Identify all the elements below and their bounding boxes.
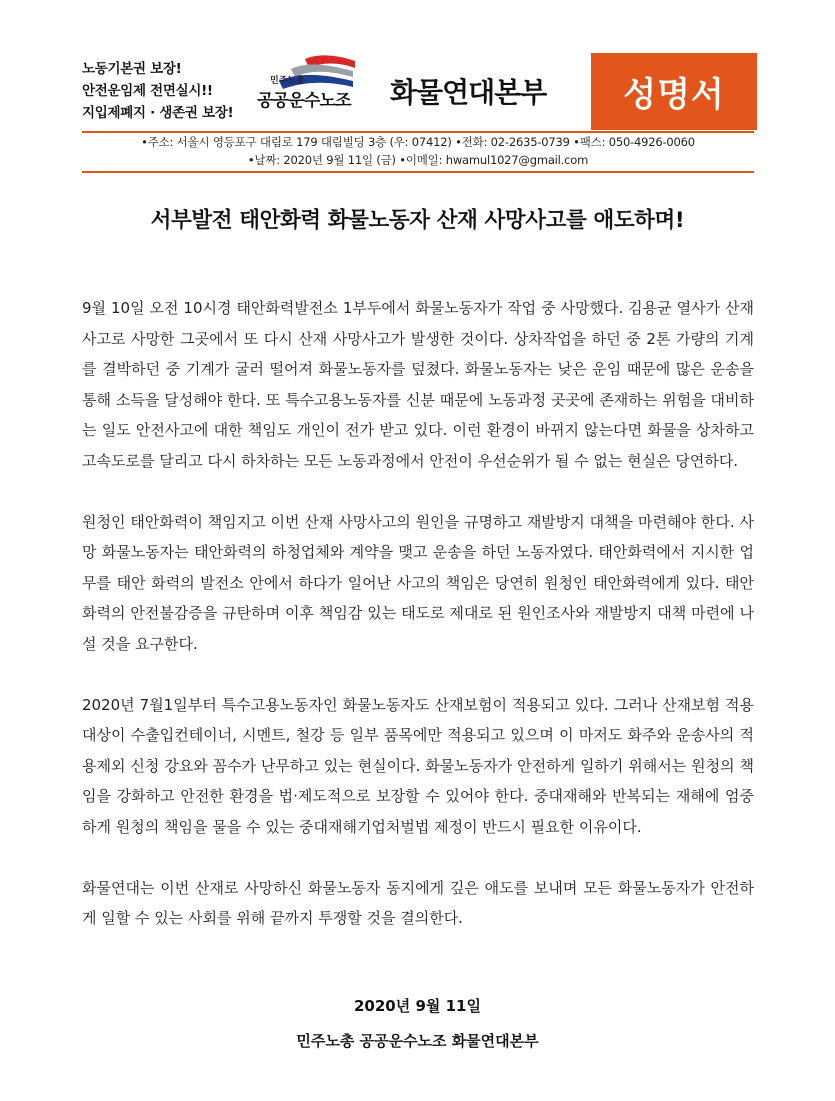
union-logo [257, 53, 382, 113]
contact-rule [82, 171, 754, 173]
contact-date-email: •날짜: 2020년 9월 11일 (금) •이메일: hwamul1027@gmail.com [247, 153, 589, 167]
signature: 민주노총 공공운수노조 화물연대본부 [296, 1032, 539, 1050]
slogans [82, 58, 233, 124]
letterhead [72, 53, 757, 130]
paragraph: 원청인 태안화력이 책임지고 이번 산재 사망사고의 원인을 규명하고 재발방지 대책을 마련해야 한다. 사망 화물노동자는 태안화력의 하청업체와 계약을 맺고 운송을 하던 노동자였다. 태안화력에서 지시한 업무를 태안 화력의 발전소 안에서 하다가 일어난 사고의 책임은 당연히 원청인 태안화력에게 있다. 태안화력의 안전불감증을 규탄하며 이후 책임감 있는 태도로 제대로 된 원인조사와 재발방지 대책 마련에 나설 것을 요구한다. [82, 512, 754, 653]
slogan: 노동기본권 보장! [82, 61, 182, 77]
paragraph: 2020년 7월1일부터 특수고용노동자인 화물노동자도 산재보험이 적용되고 있다. 그러나 산재보험 적용대상이 수출입컨테이너, 시멘트, 철강 등 일부 품목에만 적용되고 있으며 이 마저도 화주와 운송사의 적용제외 신청 강요와 꼼수가 난무하고 있는 현실이다. 화물노동자가 안전하게 일하기 위해서는 원청의 책임을 강화하고 안전한 환경을 법·제도적으로 보장할 수 있어야 한다. 중대재해와 반복되는 재해에 엄중하게 원청의 책임을 물을 수 있는 중대재해기업처벌법 제정이 반드시 필요한 이유이다. [82, 695, 754, 836]
logo-text: 공공운수노조 [257, 91, 351, 111]
slogan: 안전운임제 전면실시!! [82, 83, 213, 99]
statement-title: 서부발전 태안화력 화물노동자 산재 사망사고를 애도하며! [150, 208, 685, 233]
org-name: 화물연대본부 [390, 76, 547, 109]
contact-address: •주소: 서울시 영등포구 대림로 179 대림빌딩 3층 (우: 07412) •전화: 02-2635-0739 •팩스: 050-4926-0060 [141, 135, 695, 149]
paragraph: 9월 10일 오전 10시경 태안화력발전소 1부두에서 화물노동자가 작업 중 사망했다. 김용균 열사가 산재사고로 사망한 그곳에서 또 다시 산재 사망사고가 발생한 것이다. 상차작업을 하던 중 2톤 가량의 기계를 결박하던 중 기계가 굴러 떨어져 화물노동자를 덮쳤다. 화물노동자는 낮은 운임 때문에 많은 운송을 통해 소득을 달성해야 한다. 또 특수고용노동자를 신분 때문에 노동과정 곳곳에 존재하는 위험을 대비하는 일도 안전사고에 대한 책임도 개인이 전가 받고 있다. 이런 환경이 바뀌지 않는다면 화물을 상차하고 고속도로를 달리고 다시 하차하는 모든 노동과정에서 안전이 우선순위가 될 수 없는 현실은 당연하다. [82, 299, 754, 470]
paragraph: 화물연대는 이번 산재로 사망하신 화물노동자 동지에게 깊은 애도를 보내며 모든 화물노동자가 안전하게 일할 수 있는 사회를 위해 끝까지 투쟁할 것을 결의한다. [82, 878, 754, 927]
statement-body [82, 293, 754, 964]
logo-small-text: 민주노총 [270, 76, 305, 86]
doc-type-badge: 성명서 [591, 53, 757, 130]
header-rule [82, 131, 754, 133]
statement-date: 2020년 9월 11일 [354, 997, 481, 1015]
slogan: 지입제폐지 · 생존권 보장! [82, 105, 234, 121]
